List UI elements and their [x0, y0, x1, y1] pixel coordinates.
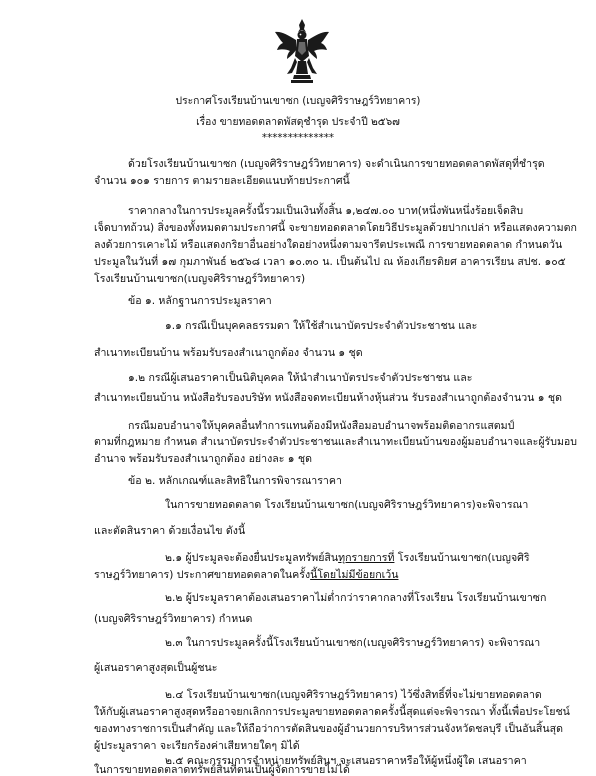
paragraph-line: ราคากลางในการประมูลครั้งนี้รวมเป็นเงินทั้งสิ้น ๑,๒๔๗.๐๐ บาท(หนึ่งพันหนึ่งร้อยเจ็ดสิบ	[128, 205, 524, 217]
paragraph-line	[165, 551, 530, 565]
paragraph-line: ในการขายทอดตลาด โรงเรียนบ้านเขาซก(เบญจศิริราษฎร์วิทยาคาร)จะพิจารณา	[165, 499, 529, 511]
paragraph-line: ลงด้วยการเคาะไม้ หรือแสดงกริยาอื่นอย่างใดอย่างหนึ่งตามจารีตประเพณี การขายทอดตลาด กำหนดวัน	[94, 239, 563, 251]
clause-text: ๒.๑ ผู้ประมูลจะต้องยื่นประมูลทรัพย์สิน	[165, 552, 339, 564]
underlined-clause-text: ทุกรายการที่	[338, 552, 395, 564]
paragraph-line: สำเนาทะเบียนบ้าน พร้อมรับรองสำเนาถูกต้อง จำนวน ๑ ชุด	[94, 347, 363, 359]
announcement-title: ประกาศโรงเรียนบ้านเขาซก (เบญจศิริราษฎร์วิทยาคาร)	[175, 95, 421, 107]
paragraph-line: ในการขายทอดตลาดทรัพย์สินที่ตนเป็นผู้จัดการขายไม่ได้	[94, 764, 350, 776]
paragraph-line: ตามที่กฎหมาย กำหนด สำเนาบัตรประจำตัวประชาชนและสำเนาทะเบียนบ้านของผู้มอบอำนาจและผู้รับมอบ	[94, 436, 578, 448]
announcement-subject: เรื่อง ขายทอดตลาดพัสดุชำรุด ประจำปี ๒๕๖๗	[196, 116, 400, 128]
paragraph-line	[94, 568, 398, 582]
paragraph-line: ประมูลในวันที่ ๑๗ กุมภาพันธ์ ๒๕๖๘ เวลา ๑๐.๓๐ น. เป็นต้นไป ณ ห้องเกียรติยศ อาคารเรียน สปช. ๑๐๕	[94, 256, 566, 268]
paragraph-line: โรงเรียนบ้านเขาซก(เบญจศิริราษฎร์วิทยาคาร)	[94, 273, 306, 285]
garuda-emblem-icon	[273, 18, 331, 84]
paragraph-line: ผู้ประมูลราคา จะเรียกร้องค่าเสียหายใดๆ มิได้	[94, 740, 300, 752]
clause-text: ราษฎร์วิทยาคาร) ประกาศขายทอดตลาดในครั้ง	[94, 569, 311, 581]
section-heading: ข้อ ๑. หลักฐานการประมูลราคา	[128, 295, 272, 307]
paragraph-line: เจ็ดบาทถ้วน) สิ่งของทั้งหมดตามประกาศนี้ จะขายทอดตลาดโดยวิธีประมูลด้วยปากเปล่า หรือแสดงความตก	[94, 222, 577, 234]
paragraph-line: และตัดสินราคา ด้วยเงื่อนไข ดังนี้	[94, 525, 246, 537]
subject-divider: **************	[261, 132, 335, 144]
paragraph-line: ด้วยโรงเรียนบ้านเขาซก (เบญจศิริราษฎร์วิทยาคาร) จะดำเนินการขายทอดตลาดพัสดุที่ชำรุด	[128, 158, 545, 170]
paragraph-line: ๒.๔ โรงเรียนบ้านเขาซก(เบญจศิริราษฎร์วิทยาคาร) ไว้ซึ่งสิทธิ์ที่จะไม่ขายทอดตลาด	[165, 689, 542, 701]
paragraph-line: ๑.๑ กรณีเป็นบุคคลธรรมดา ให้ใช้สำเนาบัตรประจำตัวประชาชน และ	[165, 320, 478, 332]
paragraph-line: (เบญจศิริราษฎร์วิทยาคาร) กำหนด	[94, 613, 253, 625]
paragraph-line: สำเนาทะเบียนบ้าน หนังสือรับรองบริษัท หนังสือจดทะเบียนห้างหุ้นส่วน รับรองสำเนาถูกต้องจำนวน ๑ ชุด	[94, 392, 562, 404]
paragraph-line: กรณีมอบอำนาจให้บุคคลอื่นทำการแทนต้องมีหนังสือมอบอำนาจพร้อมติดอากรแสตมป์	[128, 420, 515, 432]
paragraph-line: ๑.๒ กรณีผู้เสนอราคาเป็นนิติบุคคล ให้นำสำเนาบัตรประจำตัวประชาชน และ	[128, 372, 473, 384]
paragraph-line: จำนวน ๑๐๑ รายการ ตามรายละเอียดแนบท้ายประกาศนี้	[94, 175, 350, 187]
paragraph-line: ๒.๕ คณะกรรมการจำหน่ายทรัพย์สินฯ จะเสนอราคาหรือให้ผู้หนึ่งผู้ใด เสนอราคา	[165, 755, 527, 767]
paragraph-line: ๒.๒ ผู้ประมูลราคาต้องเสนอราคาไม่ต่ำกว่าราคากลางที่โรงเรียน โรงเรียนบ้านเขาซก	[165, 592, 547, 604]
paragraph-line: อำนาจ พร้อมรับรองสำเนาถูกต้อง อย่างละ ๑ ชุด	[94, 453, 312, 465]
paragraph-line: ๒.๓ ในการประมูลครั้งนี้โรงเรียนบ้านเขาซก(เบญจศิริราษฎร์วิทยาคาร) จะพิจารณา	[165, 637, 541, 649]
paragraph-line: ผู้เสนอราคาสูงสุดเป็นผู้ชนะ	[94, 662, 218, 674]
clause-text: โรงเรียนบ้านเขาซก(เบญจศิริ	[394, 552, 530, 564]
paragraph-line: ของทางราชการเป็นสำคัญ และให้ถือว่าการตัดสินของผู้อำนวยการบริหารส่วนจังหวัดชลบุรี เป็นอันสิ้นสุด	[94, 723, 563, 735]
section-heading: ข้อ ๒. หลักเกณฑ์และสิทธิในการพิจารณาราคา	[128, 475, 342, 487]
underlined-clause-text: นี้โดยไม่มีข้อยกเว้น	[310, 569, 399, 581]
paragraph-line: ให้กับผู้เสนอราคาสูงสุดหรืออาจยกเลิกการประมูลขายทอดตลาดครั้งนี้สุดแต่จะพิจารณา ทั้งนี้เพื่อประโยชน์	[94, 706, 570, 718]
